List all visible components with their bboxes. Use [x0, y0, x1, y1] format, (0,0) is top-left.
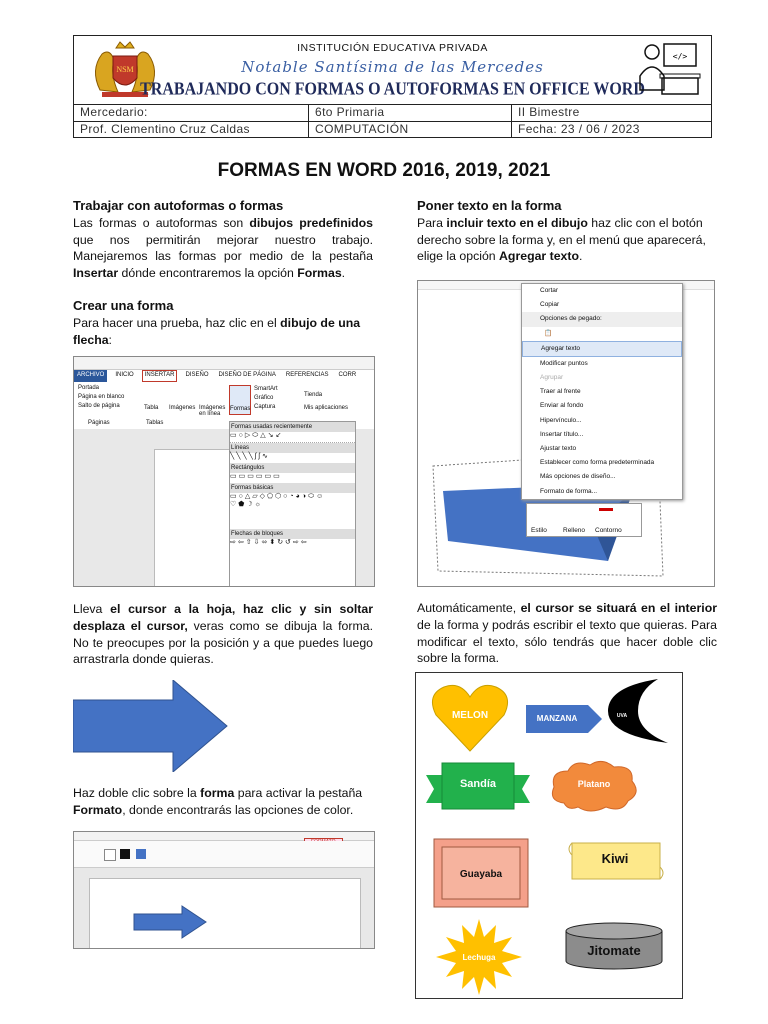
shape-label-platano: Platano [577, 779, 611, 789]
shapes-collage [415, 672, 683, 999]
panel-arrows-head: Flechas de bloques [230, 529, 355, 539]
mini-toolbar [526, 503, 642, 537]
shape-label-jitomate: Jitomate [587, 943, 641, 958]
tab-diseno[interactable]: DISEÑO [185, 372, 209, 378]
header-row-2 [74, 121, 711, 138]
subject-label: COMPUTACIÓN [309, 121, 512, 138]
word-format-screenshot [73, 831, 375, 949]
grade-label: 6to Primaria [309, 104, 512, 121]
institution-name: INSTITUCIÓN EDUCATIVA PRIVADA [297, 42, 488, 54]
menu-formato-forma[interactable]: Formato de forma... [540, 487, 598, 495]
illustrations-group [254, 385, 278, 412]
menu-cortar[interactable]: Cortar [540, 287, 559, 294]
shape-label-melon: MELON [451, 710, 489, 721]
mis-aplicaciones-button[interactable]: Mis aplicaciones [304, 405, 349, 411]
tabla-button[interactable]: Tabla [144, 405, 159, 411]
tab-diseno-pagina[interactable]: DISEÑO DE PÁGINA [218, 372, 276, 378]
imagenes-button[interactable]: Imágenes [169, 405, 196, 411]
date-label: Fecha: 23 / 06 / 2023 [518, 122, 640, 136]
pagina-blanco-button[interactable]: Página en blanco [78, 394, 125, 400]
captura-button[interactable]: Captura [254, 404, 276, 410]
paragraph-cursor-interior: Automáticamente, el cursor se situará en el interior de la forma y podrás escribir el texto que quieras. Para modificar el texto, sólo tendrás que hacer doble clic sobre la forma. [417, 601, 717, 666]
smartart-button[interactable]: SmartArt [254, 386, 278, 392]
menu-traer-frente[interactable]: Traer al frente [540, 388, 581, 396]
mini-contorno[interactable]: Contorno [595, 527, 622, 534]
formas-button[interactable]: Formas [229, 385, 251, 415]
tienda-button[interactable]: Tienda [304, 392, 323, 398]
term-label: II Bimestre [518, 105, 580, 119]
paragraph-autoformas: Las formas o autoformas son dibujos predefinidos que nos permitirán mejorar nuestro trabajo. Manejaremos las formas por medio de la pestaña Insertar dónde encontraremos la opción Formas. [73, 215, 373, 281]
logo-text: NSM [116, 65, 134, 74]
school-motto: Notable Santísima de las Mercedes [241, 58, 544, 76]
grafico-button[interactable]: Gráfico [254, 395, 274, 401]
section-title-texto: Poner texto en la forma [417, 198, 562, 213]
student-label: Mercedario: [74, 104, 309, 121]
menu-insertar-titulo[interactable]: Insertar título... [540, 430, 584, 438]
panel-lines-head: Líneas [230, 443, 355, 453]
paragraph-crear: Para hacer una prueba, haz clic en el dibujo de una flecha: [73, 315, 361, 347]
left-section-2 [73, 298, 373, 348]
small-arrow-shape [130, 904, 210, 940]
shape-label-lechuga: Lechuga [462, 953, 496, 962]
header-top [74, 36, 711, 105]
shape-label-kiwi: Kiwi [601, 851, 629, 866]
section-title-autoformas: Trabajar con autoformas o formas [73, 198, 284, 213]
header-row-1 [74, 104, 711, 122]
svg-text:</>: </> [672, 52, 688, 61]
word-insert-screenshot [73, 356, 375, 587]
context-menu-screenshot [417, 280, 715, 587]
paragraph-cursor: Lleva el cursor a la hoja, haz clic y sin soltar desplaza el cursor, veras como se dibuja la forma. No te preocupes por la posición y a que puedes luego arrastrarla donde quieras. [73, 602, 373, 667]
salto-pagina-button[interactable]: Salto de página [78, 403, 120, 409]
panel-recent-head: Formas usadas recientemente [230, 422, 355, 432]
moon-shape [598, 677, 674, 745]
menu-forma-predeterminada[interactable]: Establecer como forma predeterminada [540, 459, 655, 467]
group-paginas: Páginas [88, 420, 110, 426]
menu-agrupar: Agrupar [540, 374, 564, 382]
menu-mas-opciones[interactable]: Más opciones de diseño... [540, 473, 616, 481]
ribbon-tabs [74, 370, 374, 382]
context-menu [521, 283, 683, 500]
mini-relleno[interactable]: Relleno [563, 527, 586, 534]
mini-estilo[interactable]: Estilo [531, 527, 547, 534]
imagenes-linea-button[interactable]: Imágenes en línea [199, 405, 226, 417]
tab-corr[interactable]: CORR [338, 372, 357, 378]
teacher-computer-icon [634, 40, 706, 100]
pages-group [78, 384, 124, 411]
right-section-1 [417, 198, 717, 265]
menu-enviar-fondo[interactable]: Enviar al fondo [540, 402, 584, 410]
shape-label-sandia: Sandía [459, 778, 497, 790]
menu-copiar[interactable]: Copiar [540, 301, 560, 309]
left-section-1 [73, 198, 373, 282]
section-title-crear: Crear una forma [73, 298, 174, 313]
page-title: FORMAS EN WORD 2016, 2019, 2021 [217, 160, 551, 181]
menu-opciones-pegado: Opciones de pegado: [522, 312, 682, 326]
tab-referencias[interactable]: REFERENCIAS [285, 372, 329, 378]
tab-insertar[interactable]: INSERTAR [142, 370, 178, 382]
tab-inicio[interactable]: INICIO [115, 372, 134, 378]
teacher-name: Prof. Clementino Cruz Caldas [74, 121, 309, 138]
shape-label-uva: UVA [616, 713, 628, 719]
worksheet-title: TRABAJANDO CON FORMAS O AUTOFORMAS EN OFFICE WORD [140, 79, 645, 100]
paste-icon[interactable]: 📋 [544, 329, 553, 337]
menu-agregar-texto[interactable]: Agregar texto [522, 341, 682, 357]
menu-ajustar-texto[interactable]: Ajustar texto [540, 445, 577, 453]
paragraph-texto: Para incluir texto en el dibujo haz clic con el botón derecho sobre la forma y, en el menú que aparecerá, elige la opción Agregar texto. [417, 215, 706, 264]
portada-button[interactable]: Portada [78, 385, 100, 391]
panel-rect-head: Rectángulos [230, 463, 355, 473]
paragraph-doble-clic: Haz doble clic sobre la forma para activar la pestaña Formato, donde encontrarás las opciones de color. [73, 786, 363, 817]
header-box [73, 35, 712, 138]
group-tablas: Tablas [146, 420, 164, 426]
panel-basic-head: Formas básicas [230, 483, 355, 493]
menu-hipervinculo[interactable]: Hipervínculo... [540, 416, 582, 424]
tab-archivo[interactable]: ARCHIVO [74, 370, 107, 382]
shape-label-guayaba: Guayaba [459, 869, 503, 880]
shape-label-manzana: MANZANA [536, 714, 578, 723]
shapes-panel: Formas usadas recientemente ▭○▷⬭△↘↙ Líneas ╲╲╲╲ʃʃ∿ Rectángulos ▭▭▭▭▭▭ Formas básicas ▭○△▱◇⬠⬡○◔◕◑⬭☺♡⬟☽☼ Flechas de bloques ⇨⇦⇧⇩⬄⬍↻↺⇨⇦ [229, 421, 356, 587]
menu-modificar-puntos[interactable]: Modificar puntos [540, 359, 588, 367]
blue-arrow-shape [73, 680, 229, 772]
apps-group [304, 389, 348, 415]
